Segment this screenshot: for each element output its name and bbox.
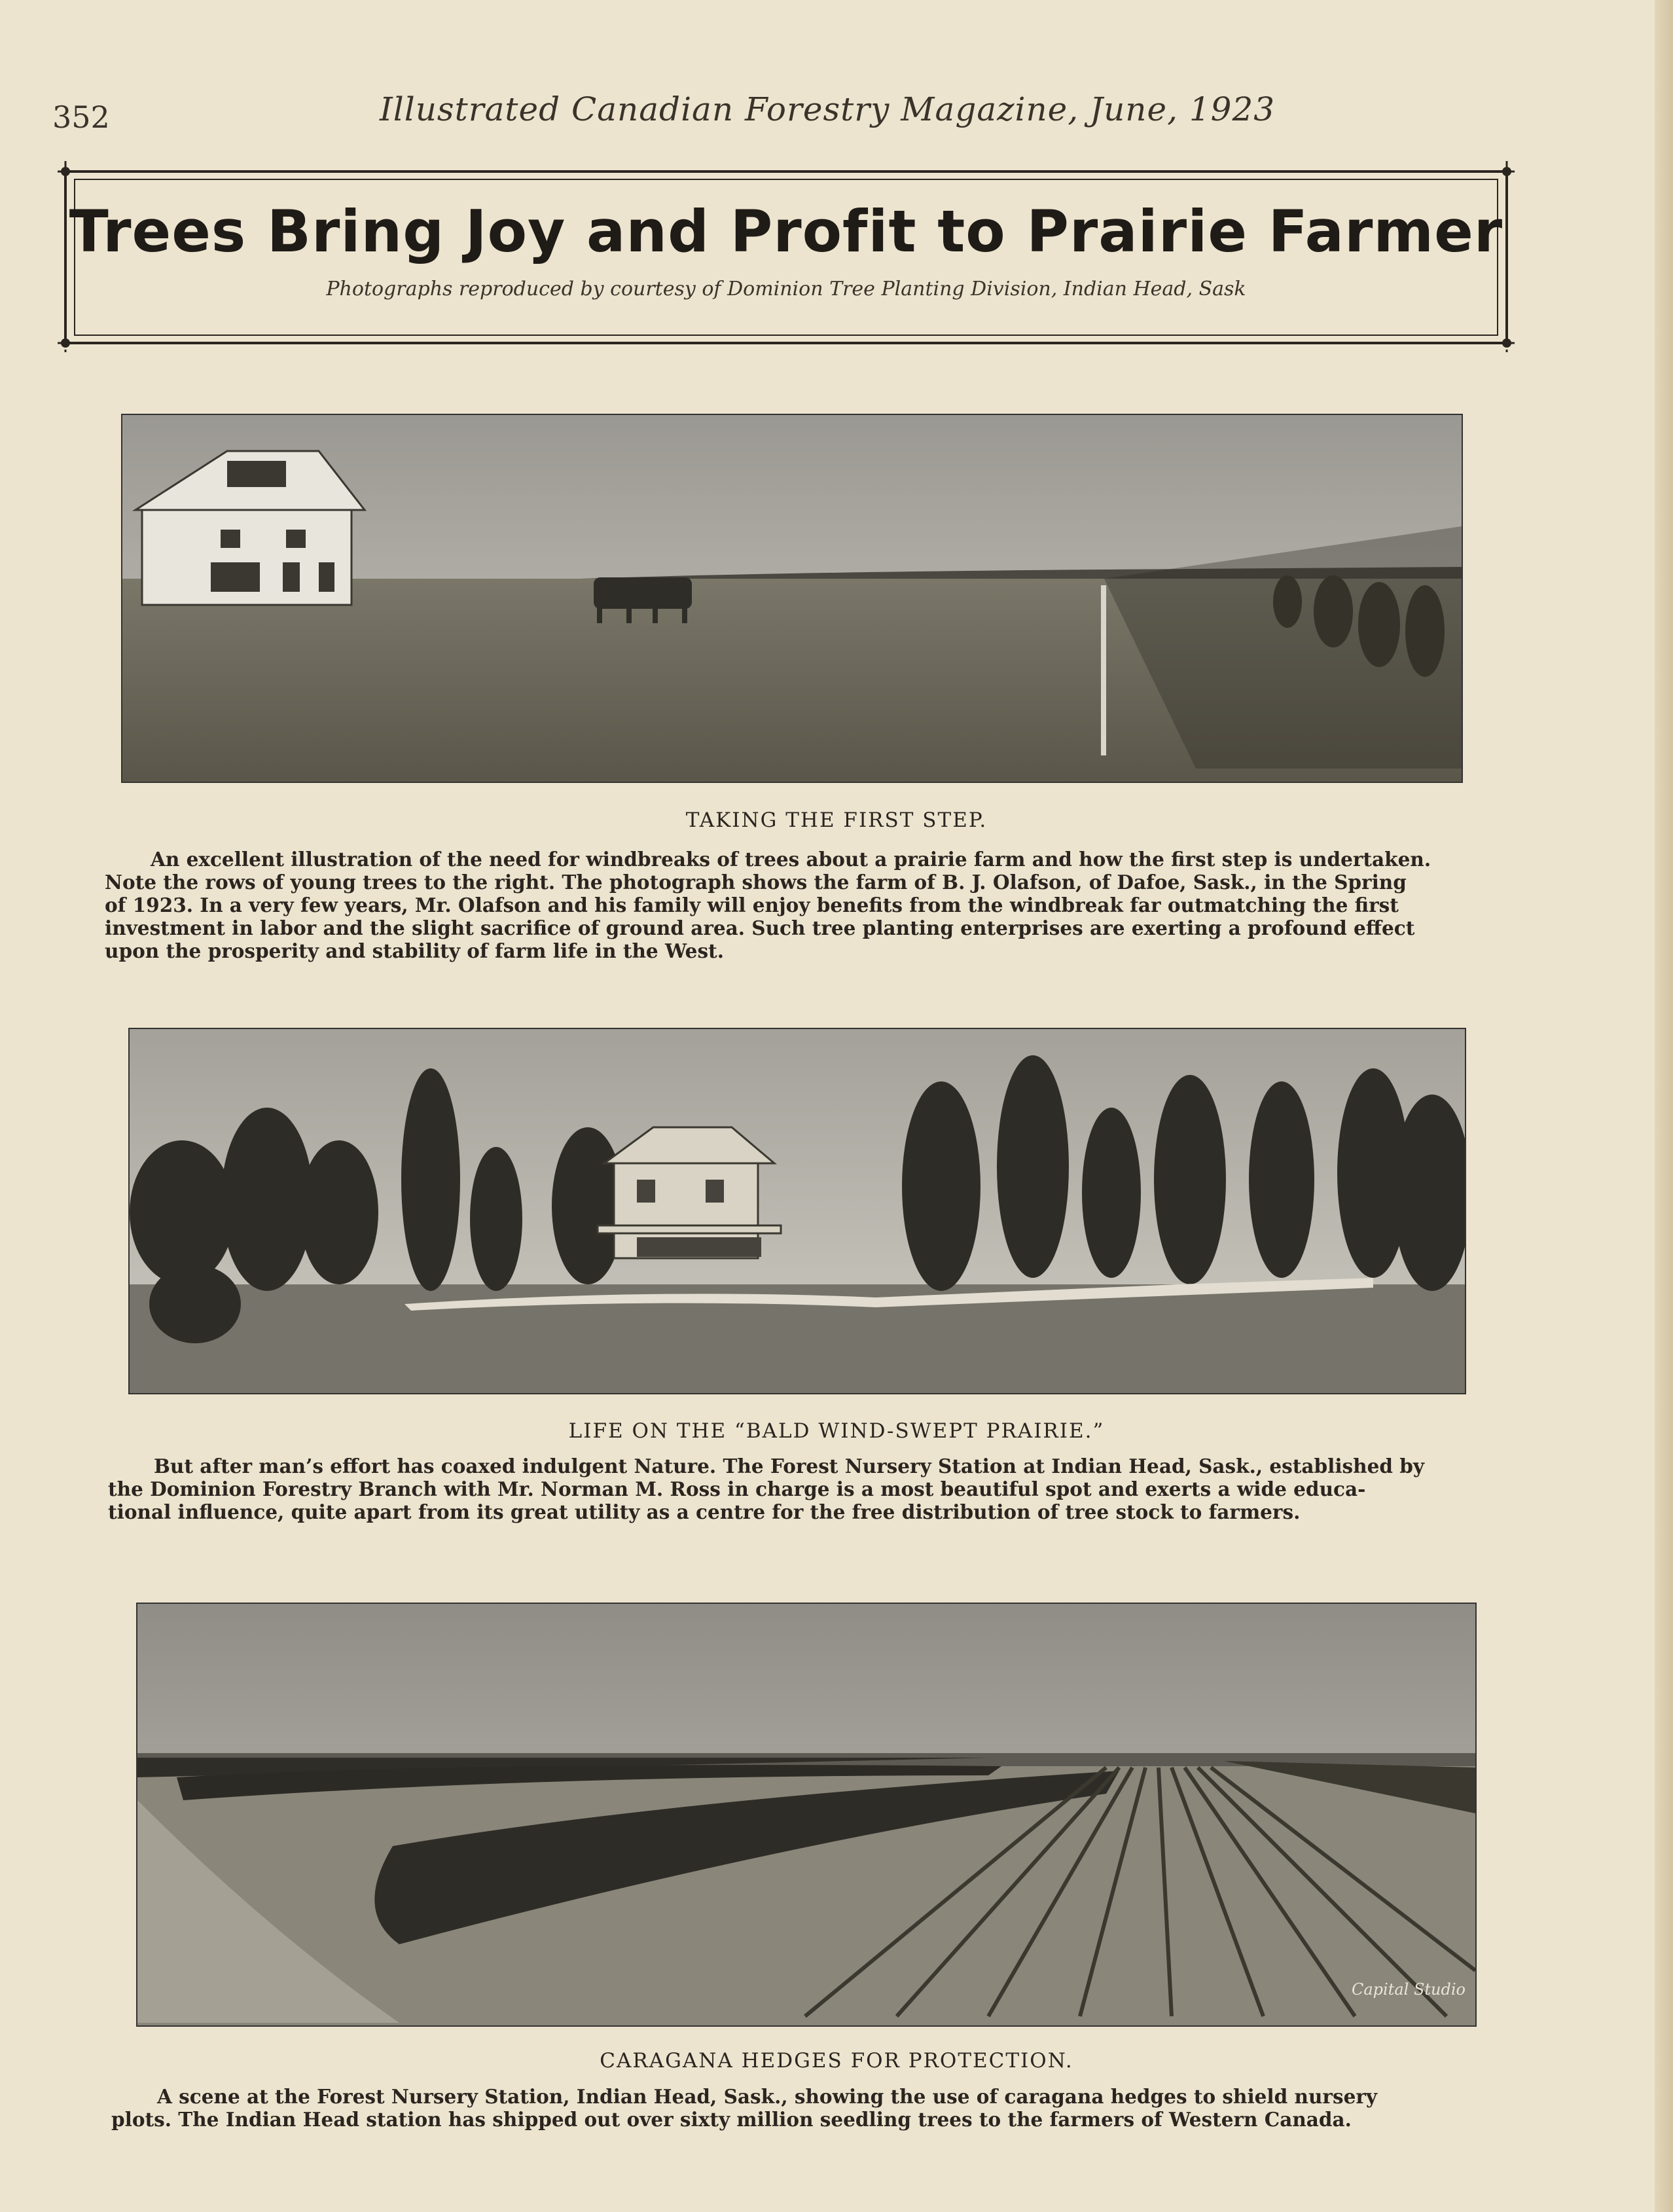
caption-body-1 [105, 848, 1492, 962]
caption-3-line-1: A scene at the Forest Nursery Station, Indian Head, Sask., showing the use of caragana hedges to shield nursery [157, 2085, 1378, 2108]
caption-2-line-1: But after man’s effort has coaxed indulgent Nature. The Forest Nursery Station at Indian Head, Sask., established by [154, 1455, 1425, 1478]
caption-2-line-3: tional influence, quite apart from its great utility as a centre for the free distribution of tree stock to farmers. [108, 1500, 1301, 1523]
caption-1-line-5: upon the prosperity and stability of farm life in the West. [105, 939, 724, 962]
caption-title-3: CARAGANA HEDGES FOR PROTECTION. [600, 2049, 1073, 2073]
journal-title: Illustrated Canadian Forestry Magazine, June, 1923 [380, 90, 1276, 128]
running-head [52, 90, 1477, 136]
caption-2-line-2: the Dominion Forestry Branch with Mr. Norman M. Ross in charge is a most beautiful spot and exerts a wide educa- [108, 1478, 1366, 1500]
nursery-station-photo-image [130, 1029, 1465, 1393]
caption-body-3 [111, 2085, 1505, 2131]
caption-title-2: LIFE ON THE “BALD WIND-SWEPT PRAIRIE.” [568, 1419, 1105, 1443]
caragana-hedges-photo-image [137, 1604, 1475, 2025]
article-title: Trees Bring Joy and Profit to Prairie Farmer [69, 198, 1503, 265]
title-box [58, 152, 1515, 363]
farm-photo-image [122, 415, 1462, 782]
photo-credit: Photographs reproduced by courtesy of Dominion Tree Planting Division, Indian Head, Sask [326, 278, 1246, 300]
photo-caragana-hedges [136, 1603, 1477, 2027]
photo-signature: Capital Studio [1352, 1980, 1466, 1999]
caption-1-line-3: of 1923. In a very few years, Mr. Olafson and his family will enjoy benefits from the windbreak far outmatching the first [105, 894, 1399, 916]
photo-farm [121, 414, 1463, 783]
caption-1-line-4: investment in labor and the slight sacrifice of ground area. Such tree planting enterprises are exerting a profound effect [105, 916, 1415, 939]
caption-title-1: TAKING THE FIRST STEP. [685, 808, 988, 832]
caption-1-line-1: An excellent illustration of the need for windbreaks of trees about a prairie farm and how the first step is undertaken. [151, 848, 1431, 871]
caption-1-line-2: Note the rows of young trees to the right. The photograph shows the farm of B. J. Olafson, of Dafoe, Sask., in the Spring [105, 871, 1407, 894]
page-number: 352 [52, 100, 110, 135]
page-edge [1655, 0, 1673, 2212]
caption-3-line-2: plots. The Indian Head station has shipped out over sixty million seedling trees to the farmers of Western Canada. [111, 2108, 1352, 2131]
caption-body-2 [108, 1455, 1496, 1523]
photo-nursery-station [128, 1028, 1466, 1394]
